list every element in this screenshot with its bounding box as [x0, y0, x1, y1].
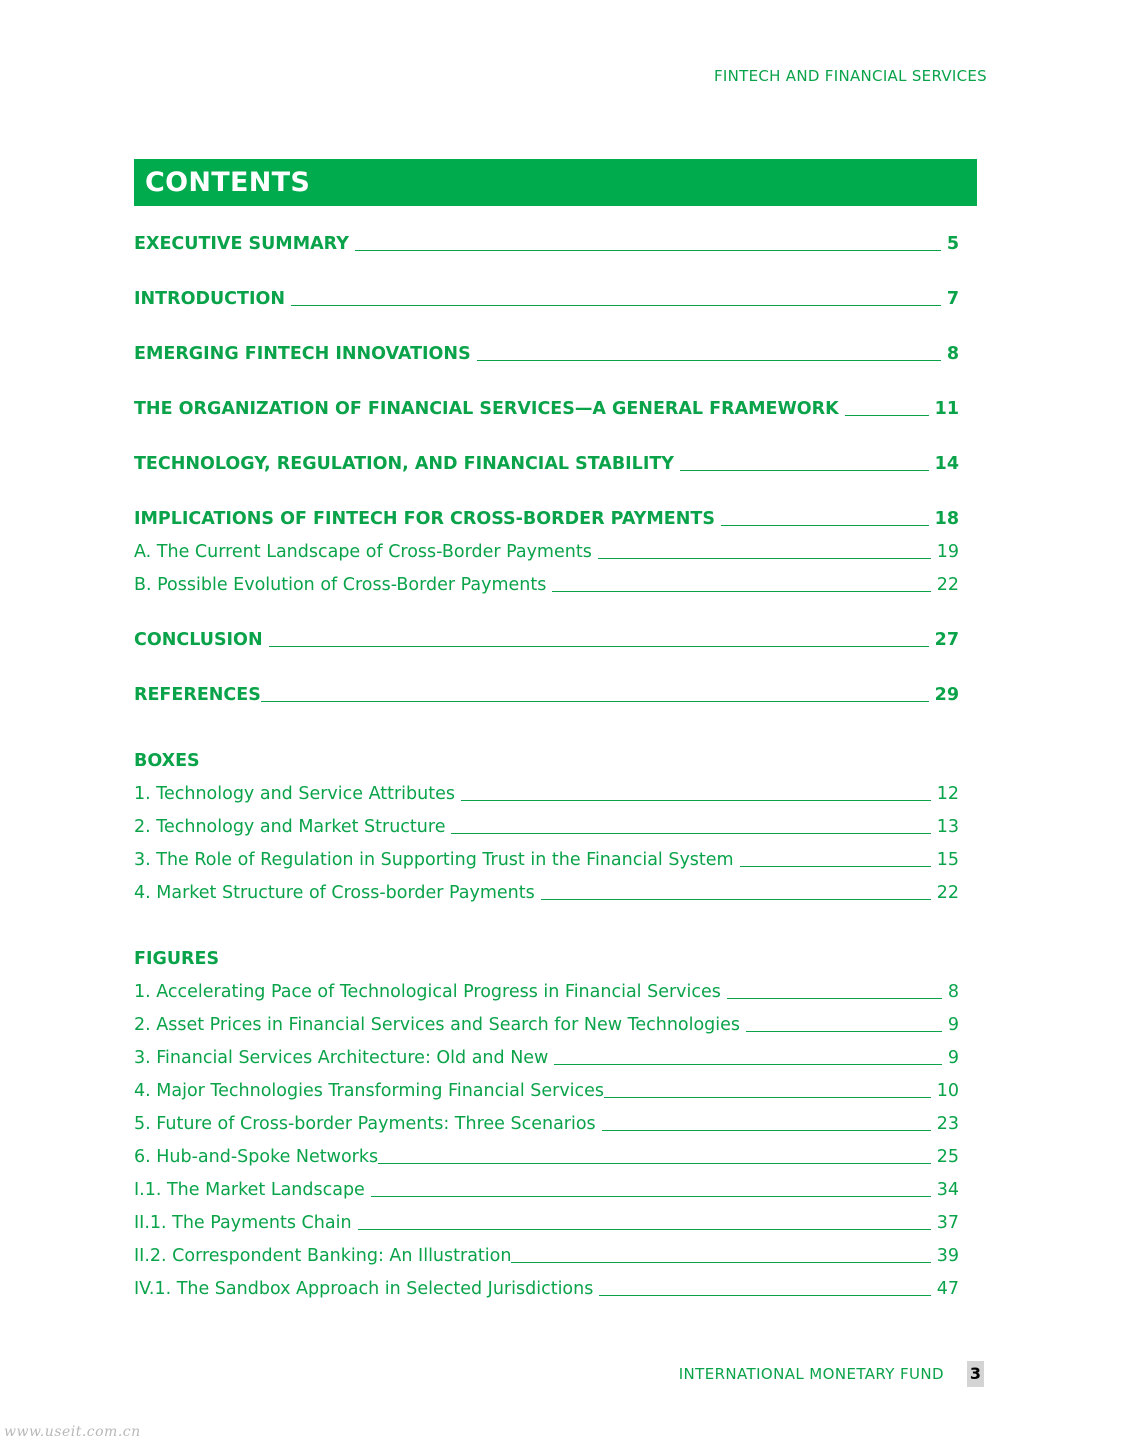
- toc-entry-page: 12: [936, 784, 959, 804]
- toc-entry-page: 22: [936, 575, 959, 595]
- dot-leader: [602, 1130, 931, 1131]
- dot-leader: [461, 800, 931, 801]
- toc-entry-title: 3. Financial Services Architecture: Old and New: [134, 1048, 549, 1068]
- box-entry-1[interactable]: [134, 782, 959, 806]
- toc-entry-emerging-fintech[interactable]: [134, 342, 959, 366]
- toc-entry-page: 5: [946, 234, 959, 254]
- toc-entry-organization[interactable]: [134, 397, 959, 421]
- dot-leader: [378, 1163, 931, 1164]
- dot-leader: [371, 1196, 931, 1197]
- dot-leader: [721, 525, 929, 526]
- figure-entry-6[interactable]: [134, 1145, 959, 1169]
- toc-entry-page: 39: [936, 1246, 959, 1266]
- toc-entry-page: 9: [947, 1048, 959, 1068]
- toc-entry-title: A. The Current Landscape of Cross-Border Payments: [134, 542, 592, 562]
- dot-leader: [477, 360, 941, 361]
- toc-entry-page: 8: [947, 982, 959, 1002]
- toc-entry-current-landscape[interactable]: [134, 540, 959, 564]
- dot-leader: [261, 701, 929, 702]
- figures-heading: FIGURES: [134, 949, 220, 969]
- toc-entry-introduction[interactable]: [134, 287, 959, 311]
- toc-entry-page: 29: [934, 685, 959, 705]
- box-entry-3[interactable]: [134, 848, 959, 872]
- toc-entry-title: TECHNOLOGY, REGULATION, AND FINANCIAL STABILITY: [134, 454, 674, 474]
- toc-entry-title: IMPLICATIONS OF FINTECH FOR CROSS-BORDER PAYMENTS: [134, 509, 715, 529]
- toc-entry-page: 10: [936, 1081, 959, 1101]
- toc-entry-title: INTRODUCTION: [134, 289, 285, 309]
- toc-entry-page: 25: [936, 1147, 959, 1167]
- box-entry-2[interactable]: [134, 815, 959, 839]
- dot-leader: [727, 998, 942, 999]
- toc-entry-page: 37: [936, 1213, 959, 1233]
- toc-entry-page: 11: [934, 399, 959, 419]
- contents-banner: [134, 159, 977, 206]
- toc-entry-title: 5. Future of Cross-border Payments: Three Scenarios: [134, 1114, 596, 1134]
- running-header: FINTECH AND FINANCIAL SERVICES: [713, 67, 987, 85]
- toc-entry-title: II.2. Correspondent Banking: An Illustration: [134, 1246, 512, 1266]
- figure-entry-3[interactable]: [134, 1046, 959, 1070]
- contents-title: CONTENTS: [145, 167, 311, 198]
- toc-entry-title: I.1. The Market Landscape: [134, 1180, 365, 1200]
- toc-entry-page: 19: [936, 542, 959, 562]
- dot-leader: [845, 415, 929, 416]
- figure-entry-i1[interactable]: [134, 1178, 959, 1202]
- toc-entry-implications[interactable]: [134, 507, 959, 531]
- toc-entry-title: 2. Asset Prices in Financial Services and Search for New Technologies: [134, 1015, 741, 1035]
- toc-entry-page: 8: [946, 344, 959, 364]
- toc-entry-title: 4. Market Structure of Cross-border Payments: [134, 883, 535, 903]
- dot-leader: [511, 1262, 930, 1263]
- toc-entry-title: 3. The Role of Regulation in Supporting Trust in the Financial System: [134, 850, 734, 870]
- footer-organization: INTERNATIONAL MONETARY FUND: [678, 1365, 944, 1383]
- toc-entry-page: 7: [946, 289, 959, 309]
- toc-entry-title: 1. Accelerating Pace of Technological Progress in Financial Services: [134, 982, 721, 1002]
- dot-leader: [358, 1229, 931, 1230]
- toc-entry-page: 22: [936, 883, 959, 903]
- toc-entry-title: II.1. The Payments Chain: [134, 1213, 352, 1233]
- toc-entry-page: 18: [934, 509, 959, 529]
- dot-leader: [604, 1097, 931, 1098]
- toc-entry-page: 9: [947, 1015, 959, 1035]
- toc-entry-executive-summary[interactable]: [134, 232, 959, 256]
- figure-entry-4[interactable]: [134, 1079, 959, 1103]
- toc-entry-page: 15: [936, 850, 959, 870]
- toc-entry-title: B. Possible Evolution of Cross-Border Payments: [134, 575, 547, 595]
- toc-entry-title: 6. Hub-and-Spoke Networks: [134, 1147, 379, 1167]
- watermark: www.useit.com.cn: [4, 1424, 141, 1440]
- box-entry-4[interactable]: [134, 881, 959, 905]
- toc-entry-title: 1. Technology and Service Attributes: [134, 784, 455, 804]
- dot-leader: [599, 1295, 930, 1296]
- dot-leader: [552, 591, 930, 592]
- dot-leader: [291, 305, 941, 306]
- toc-entry-page: 34: [936, 1180, 959, 1200]
- dot-leader: [740, 866, 931, 867]
- dot-leader: [598, 558, 931, 559]
- toc-entry-possible-evolution[interactable]: [134, 573, 959, 597]
- figure-entry-1[interactable]: [134, 980, 959, 1004]
- toc-entry-title: 2. Technology and Market Structure: [134, 817, 446, 837]
- toc-entry-conclusion[interactable]: [134, 628, 959, 652]
- figure-entry-ii2[interactable]: [134, 1244, 959, 1268]
- dot-leader: [355, 250, 941, 251]
- toc-entry-references[interactable]: [134, 683, 959, 707]
- toc-entry-title: IV.1. The Sandbox Approach in Selected Jurisdictions: [134, 1279, 594, 1299]
- toc-entry-page: 47: [936, 1279, 959, 1299]
- dot-leader: [451, 833, 930, 834]
- toc-entry-page: 23: [936, 1114, 959, 1134]
- figure-entry-2[interactable]: [134, 1013, 959, 1037]
- dot-leader: [554, 1064, 941, 1065]
- dot-leader: [269, 646, 929, 647]
- page-number: 3: [967, 1361, 984, 1387]
- toc-entry-title: CONCLUSION: [134, 630, 263, 650]
- toc-entry-title: 4. Major Technologies Transforming Financial Services: [134, 1081, 605, 1101]
- toc-entry-title: EMERGING FINTECH INNOVATIONS: [134, 344, 471, 364]
- toc-entry-title: THE ORGANIZATION OF FINANCIAL SERVICES—A GENERAL FRAMEWORK: [134, 399, 839, 419]
- dot-leader: [541, 899, 931, 900]
- figure-entry-iv1[interactable]: [134, 1277, 959, 1301]
- toc-entry-page: 14: [934, 454, 959, 474]
- figure-entry-ii1[interactable]: [134, 1211, 959, 1235]
- figure-entry-5[interactable]: [134, 1112, 959, 1136]
- toc-entry-technology-regulation[interactable]: [134, 452, 959, 476]
- toc-entry-page: 13: [936, 817, 959, 837]
- toc-entry-title: EXECUTIVE SUMMARY: [134, 234, 349, 254]
- toc-entry-title: REFERENCES: [134, 685, 261, 705]
- dot-leader: [746, 1031, 942, 1032]
- toc-entry-page: 27: [934, 630, 959, 650]
- dot-leader: [680, 470, 929, 471]
- boxes-heading: BOXES: [134, 751, 200, 771]
